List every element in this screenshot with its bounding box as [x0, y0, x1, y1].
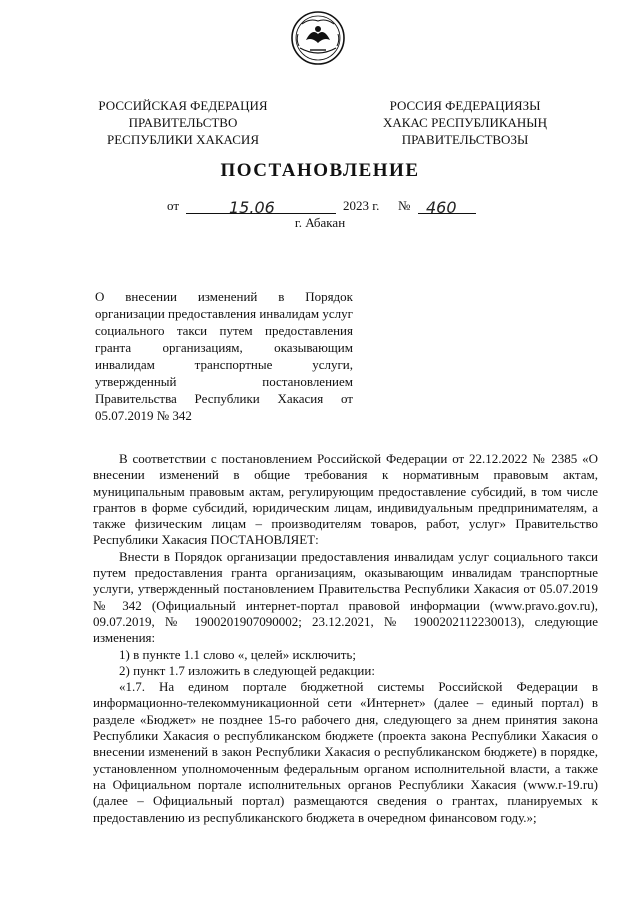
body-paragraph: «1.7. На едином портале бюджетной системы Российской Федерации в информационно-телекоммуникационной сети «Интернет» (далее – единый портал) в разделе «Бюджет» не позднее 15-го рабочего дня, следующего за днем принятия закона Республики Хакасия о республиканском бюджете (проекта закона Республики Хакасия о внесении изменений в закон Республики Хакасия о республиканском бюджете) в порядке, установленном уполномоченным федеральным органом исполнительной власти, а также на Официальном портале исполнительных органов Республики Хакасия (www.r-19.ru) (далее – Официальный портал) размещаются сведения о грантах, планируемых к предоставлению из республиканского бюджета в очередном финансовом году.»;	[93, 679, 598, 825]
header-right-line: РОССИЯ ФЕДЕРАЦИЯЗЫ	[389, 98, 541, 113]
header-left-line: ПРАВИТЕЛЬСТВО	[128, 115, 238, 130]
body-paragraph: Внести в Порядок организации предоставления инвалидам услуг социального такси путем предоставления гранта организациям, оказывающим инвалидам транспортные услуги, утвержденный постановлением Правительства Республики Хакасия от 05.07.2019 № 342 (Официальный интернет-портал правовой информации (www.pravo.gov.ru), 09.07.2019, № 1900201907090002; 23.12.2021, № 1900202112230013), следующие изменения:	[93, 548, 598, 646]
header-left-line: РЕСПУБЛИКИ ХАКАСИЯ	[106, 132, 259, 147]
header-left-block	[88, 97, 278, 148]
header-right-block	[372, 97, 558, 148]
header-right-line: ПРАВИТЕЛЬСТВОЗЫ	[401, 132, 529, 147]
body-paragraph: 1) в пункте 1.1 слово «, целей» исключить;	[119, 646, 356, 662]
header-right-line: ХАКАС РЕСПУБЛИКАНЫҢ	[382, 115, 548, 130]
header-left-line: РОССИЙСКАЯ ФЕДЕРАЦИЯ	[98, 98, 268, 113]
handwritten-number: 460	[426, 198, 457, 217]
body-paragraph: В соответствии с постановлением Российской Федерации от 22.12.2022 № 2385 «О внесении изменений в общие требования к нормативным правовым актам, муниципальным правовым актам, регулирующим предоставление субсидий, в том числе грантов в форме субсидий, юридическим лицам, индивидуальным предпринимателям, а также физическим лицам – производителям товаров, работ, услуг» Правительство Республики Хакасия ПОСТАНОВЛЯЕТ:	[93, 451, 598, 548]
document-title: ПОСТАНОВЛЕНИЕ	[220, 160, 420, 181]
date-from-label: от	[167, 198, 180, 213]
subject-block: О внесении изменений в Порядок организации предоставления инвалидам услуг социального такси путем предоставления гранта организациям, оказывающим инвалидам транспортные услуги, утвержденный постановлением Правительства Республики Хакасия от 05.07.2019 № 342	[95, 289, 353, 423]
city-name: г. Абакан	[294, 215, 346, 230]
number-label: №	[398, 198, 411, 213]
date-year: 2023 г.	[343, 198, 380, 213]
body-text	[93, 451, 598, 826]
body-paragraph: 2) пункт 1.7 изложить в следующей редакции:	[119, 662, 375, 678]
handwritten-date: 15.06	[229, 198, 275, 217]
coat-of-arms-emblem	[290, 10, 346, 66]
